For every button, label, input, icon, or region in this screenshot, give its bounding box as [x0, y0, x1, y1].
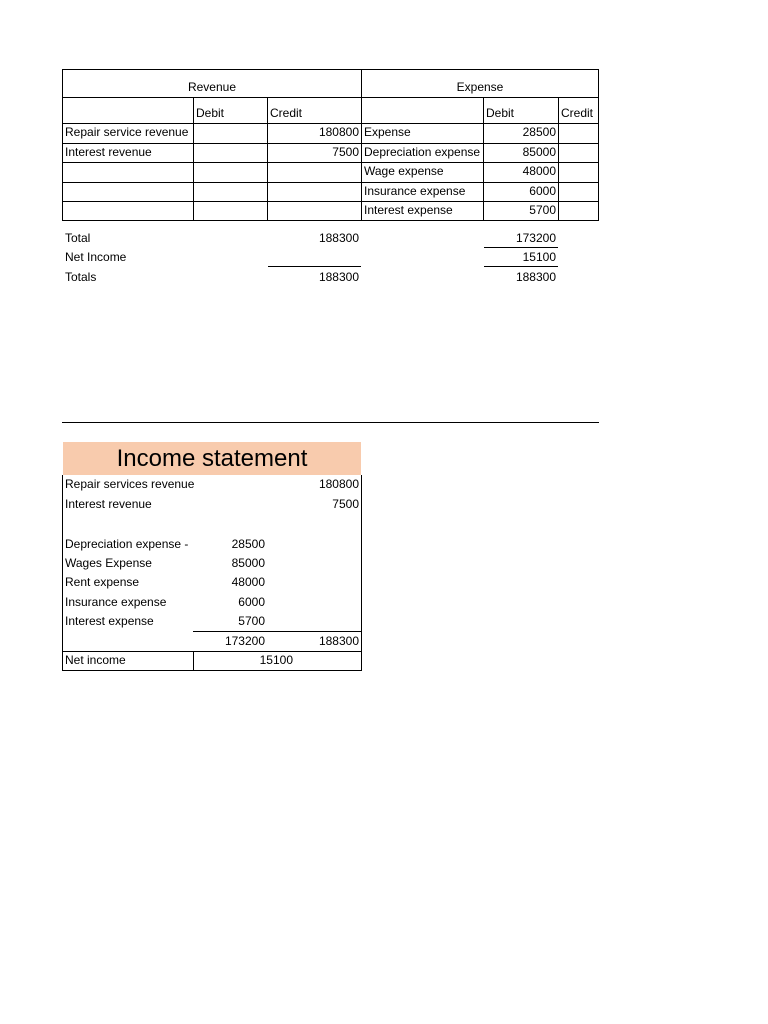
- expense-row-debit: 6000: [529, 184, 556, 198]
- revenue-row-label: Interest revenue: [65, 145, 152, 159]
- expense-row-label: Depreciation expense: [364, 145, 481, 159]
- exp-credit-header: Credit: [561, 106, 594, 120]
- totals-label: Totals: [65, 270, 97, 284]
- revenue-row-label: Repair service revenue: [65, 125, 189, 139]
- revenue-row-credit: 180800: [318, 125, 359, 139]
- revenue-header: Revenue: [187, 80, 237, 94]
- rev-debit-header: Debit: [196, 106, 225, 120]
- is-revenue-amount: 7500: [332, 497, 359, 511]
- is-expense-amount: 48000: [231, 575, 265, 589]
- is-net-income-label: Net income: [65, 653, 126, 667]
- expense-row-debit: 28500: [522, 125, 556, 139]
- underline: [484, 266, 558, 267]
- is-expense-amount: 28500: [231, 537, 265, 551]
- is-expense-label: Rent expense: [65, 575, 140, 589]
- expense-row-label: Interest expense: [364, 203, 453, 217]
- is-revenue-total: 188300: [318, 634, 359, 648]
- expense-row-debit: 85000: [522, 145, 556, 159]
- is-revenue-label: Repair services revenue: [65, 477, 195, 491]
- expense-header: Expense: [456, 80, 504, 94]
- is-expense-amount: 5700: [238, 614, 265, 628]
- is-expense-label: Wages Expense: [65, 556, 152, 570]
- is-expense-label: Depreciation expense -: [65, 537, 189, 551]
- is-border-bottom: [62, 670, 362, 671]
- is-border-right: [361, 475, 362, 671]
- net-income-label: Net Income: [65, 250, 127, 264]
- totals-credit: 188300: [318, 270, 359, 284]
- income-statement-title: Income statement: [63, 442, 361, 475]
- table-border-right: [598, 69, 599, 221]
- expense-row-label: Insurance expense: [364, 184, 466, 198]
- table-border-top: [62, 69, 599, 70]
- is-expense-amount: 85000: [231, 556, 265, 570]
- is-net-income-value: 15100: [259, 653, 293, 667]
- expense-row-debit: 5700: [529, 203, 556, 217]
- is-expense-label: Interest expense: [65, 614, 154, 628]
- table-border-bottom: [62, 220, 599, 221]
- exp-debit-header: Debit: [486, 106, 515, 120]
- expense-row-debit: 48000: [522, 164, 556, 178]
- expense-row-label: Wage expense: [364, 164, 444, 178]
- is-expense-amount: 6000: [238, 595, 265, 609]
- is-expense-label: Insurance expense: [65, 595, 167, 609]
- total-label: Total: [65, 231, 91, 245]
- totals-debit: 188300: [515, 270, 556, 284]
- is-expense-total: 173200: [224, 634, 265, 648]
- revenue-row-credit: 7500: [332, 145, 359, 159]
- is-revenue-amount: 180800: [318, 477, 359, 491]
- net-income-debit: 15100: [522, 250, 556, 264]
- underline: [268, 266, 361, 267]
- total-credit: 188300: [318, 231, 359, 245]
- rev-credit-header: Credit: [270, 106, 303, 120]
- is-revenue-label: Interest revenue: [65, 497, 152, 511]
- row-divider: [62, 97, 599, 98]
- expense-row-label: Expense: [364, 125, 411, 139]
- total-debit: 173200: [515, 231, 556, 245]
- section-separator: [62, 422, 599, 423]
